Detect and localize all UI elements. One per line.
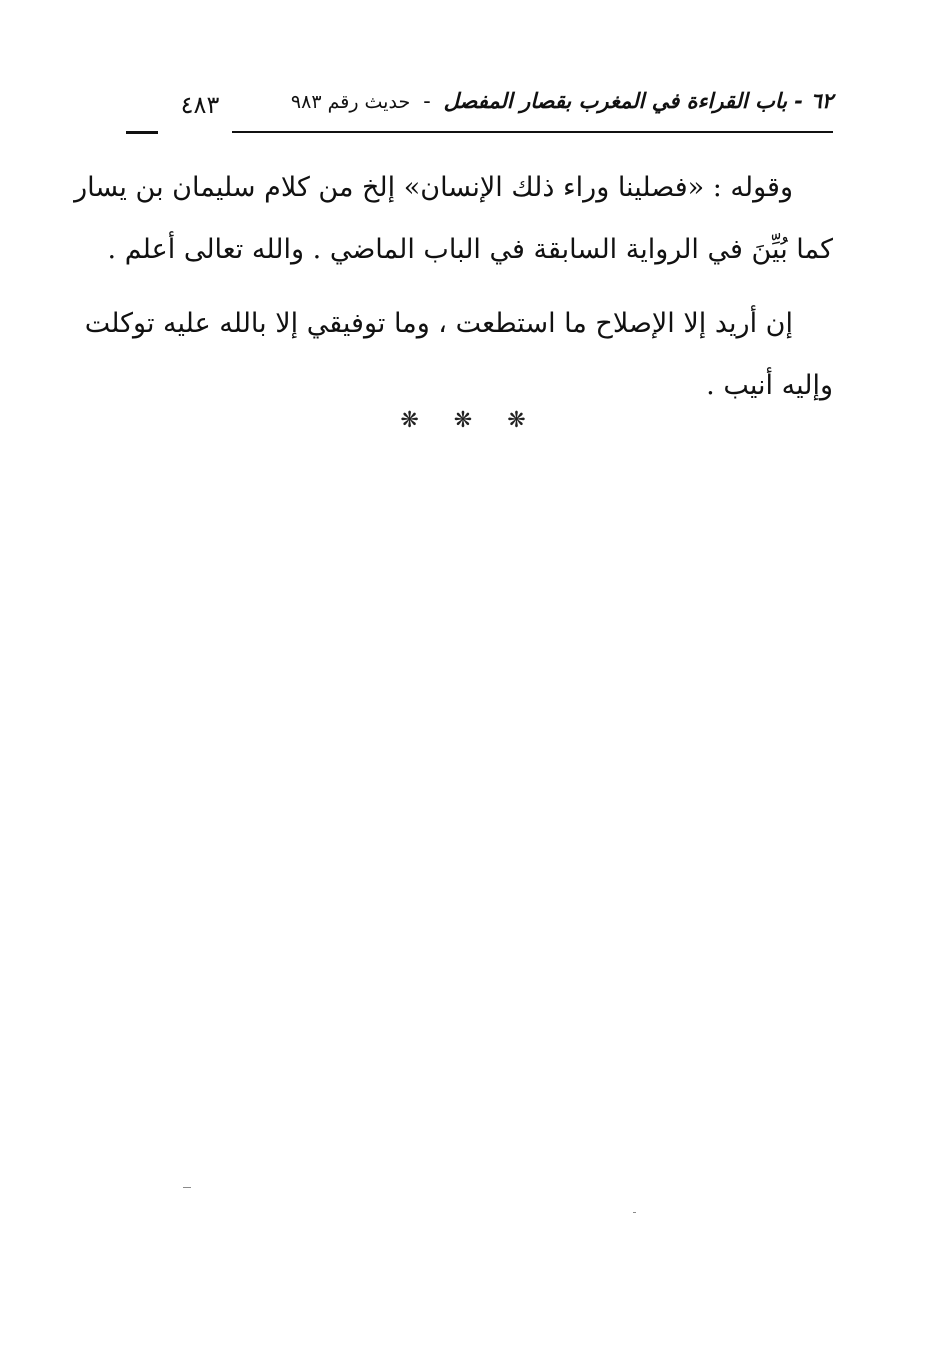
header-rule bbox=[232, 131, 833, 133]
scan-speck bbox=[183, 1187, 191, 1188]
text-line: كما بُيِّنَ في الرواية السابقة في الباب الماضي . والله تعالى أعلم . bbox=[107, 234, 833, 265]
header-rule-short bbox=[126, 131, 158, 134]
text-line: وإليه أنيب . bbox=[706, 370, 833, 401]
header-separator: - bbox=[423, 89, 431, 114]
running-head bbox=[235, 80, 833, 122]
page-number: ٤٨٣ bbox=[180, 91, 220, 119]
paragraph-commentary bbox=[74, 160, 833, 284]
chapter-title: ٦٢ - باب القراءة في المغرب بقصار المفصل bbox=[443, 89, 833, 113]
body-text bbox=[74, 160, 833, 420]
text-line: وقوله : «فصلينا وراء ذلك الإنسان» إلخ من كلام سليمان بن يسار bbox=[74, 172, 793, 203]
paragraph-closing bbox=[84, 296, 833, 420]
section-ornament: ❋ ❋ ❋ bbox=[400, 408, 540, 433]
hadith-number: حديث رقم ٩٨٣ bbox=[290, 91, 411, 113]
text-line: إن أريد إلا الإصلاح ما استطعت ، وما توفيقي إلا بالله عليه توكلت bbox=[84, 308, 793, 339]
scan-speck bbox=[633, 1212, 636, 1213]
